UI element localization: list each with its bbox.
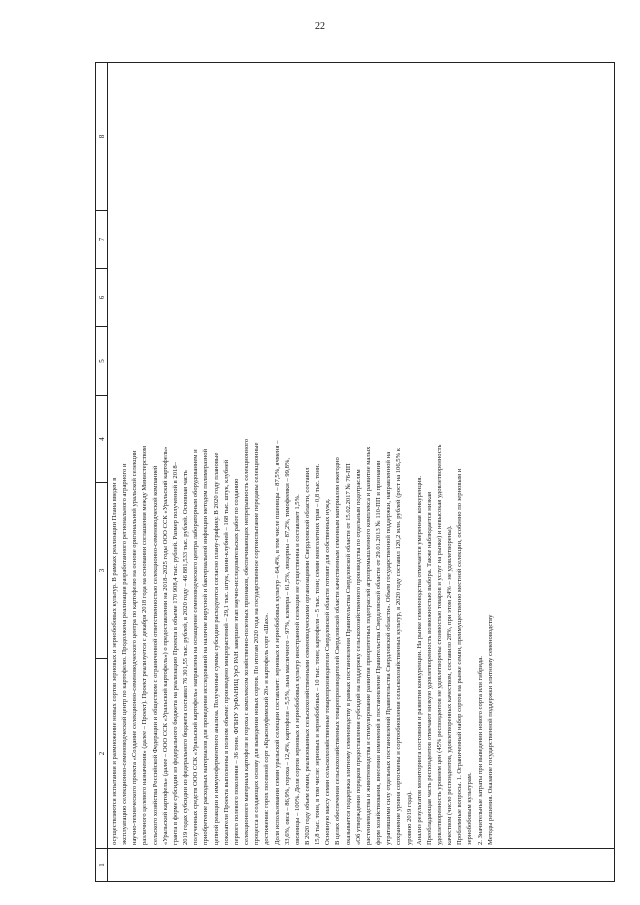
text-line: сельского хозяйства Российской Федерации и обществом с ограниченной ответственностью селекционно-семеноводческой компанией — [151, 465, 159, 845]
text-line: оказывается поддержка элитному семеноводству в рамках постановления Правительства Свердловской области от 15.02.2017 № 76-ПП — [344, 463, 352, 845]
text-line: удовлетворенность уровнем цен (45% респондентов не удовлетворены стоимостью товаров и услуг на рынке) и невысокая удовлетворенность — [436, 444, 443, 845]
table-header-cell: 5 — [96, 326, 107, 395]
text-line: 2019 годах субсидии из федерального бюджета составил 76 301,55 тыс. рублей, в 2020 году – 46 881,533 тыс. рублей. Основная часть — [182, 470, 190, 845]
text-line: эксплуатацию селекционно-семеноводческий центр по картофелю. Продолжена реализация разработанного регионального аграрного и — [121, 463, 129, 845]
text-line: Доля использования семян уральской селекции составляет: зерновых и зернобобовых культур – 64,4%, в том числе пшеницы – 87,5%, ячменя – — [273, 440, 281, 845]
text-line: «Об утверждении порядков предоставления субсидий на поддержку сельскохозяйственного производства по отдельным подотраслям — [354, 469, 362, 845]
text-line: форм хозяйствования, внесении изменений в постановление Правительства Свердловской области от 29.01.2013 № 110-ПП и признании — [375, 460, 383, 845]
text-line: сохранение уровня сортосмены и сортообновления сельскохозяйственных культур, в 2020 году составил 120,2 млн. рублей (рост на 106,5% к — [395, 448, 403, 845]
text-line: качеством (число респондентов, удовлетворенных качеством, составило 28%, при этом 24% – не удовлетворены). — [446, 525, 454, 845]
text-line: процесса и создающих основу для выведения новых сортов. По итогам 2020 года на государственное сортоиспытание переданы селекционные — [253, 442, 261, 845]
table-header-cell: 4 — [96, 395, 107, 482]
table-header-cell: 6 — [96, 268, 107, 326]
rotated-table — [95, 62, 615, 882]
text-line: Методы решения. Оказание государственной поддержки элитному семеноводству — [486, 614, 494, 845]
text-line: Основную массу семян сельскохозяйственные товаропроизводители Свердловской области готовят для собственных нужд. — [324, 498, 332, 845]
table-header-cell: 3 — [96, 482, 107, 658]
table-header-cell: 8 — [97, 134, 106, 139]
text-line: Преобладающая часть респондентов отмечают низкую удовлетворенность возможностью выбора. Также наблюдается низкая — [425, 491, 433, 845]
table — [95, 62, 615, 882]
text-line: уровню 2019 года). — [405, 791, 413, 845]
text-line: «Уральский картофель» (далее – ООО ССК «Уральский картофель») о предоставлении на 2018–2025 годы ООО ССК «Уральский картофель» — [161, 446, 169, 845]
page-number: 22 — [315, 21, 325, 32]
table-header-cell: 2 — [96, 658, 107, 848]
text-line: утратившими силу отдельных постановлений Правительства Свердловской области». Объем государственной поддержки, направленной на — [385, 451, 393, 845]
text-line: показатели Проекта выполнены в полном объеме: произведено микрорастений – 29,1 тыс. штук, мини-клубней – 168 тыс. штук, клубней — [222, 459, 230, 845]
text-line: селекционного материала картофеля и гороха с комплексом хозяйственно-полезных признаков, обеспечивающих непрерывность селекционного — [243, 438, 251, 845]
text-line: приобретение расходных материалов для проведения исследований на наличие вирусной и бактериальной инфекции методом полимеразной — [202, 448, 210, 845]
text-line: научно-технического проекта «Создание селекционно-семеноводческого центра по картофелю на основе оригинальной уральской селекции — [131, 450, 139, 845]
rotated-table-area — [95, 62, 615, 882]
text-line: растениеводства и животноводства и стимулирование развития приоритетных подотраслей агропромышленного комплекса и развитие малых — [364, 446, 372, 845]
table-header-row — [96, 63, 108, 881]
text-line: различного целевого назначения» (далее – Проект). Проект реализуется с декабря 2018 года на основании соглашения между Министерством — [141, 445, 149, 845]
text-line: осуществляются испытания и размножение новых сортов зерновых и зернобобовых культур. В рамках реализации Плана введен в — [111, 477, 118, 845]
text-line: 33,6%, овса – 86,9%, гороха – 12,4%, картофеля – 5,5%, льна масличного – 97%, клевера – 61,5%, люцерны – 87,2%, тимофеевки – 99,8%, — [283, 457, 291, 845]
text-line: 2. Значительные затраты при выведении нового сорта или гибрида. — [476, 656, 484, 845]
text-line: достижения: горох посевной сорт «Красноуфимский 20» и картофель сорт «Шах». — [263, 613, 271, 845]
text-line: первого полевого поколения – 36 тонн. ФГБНУ УрФАНИЦ УрО РАН завершен этап научно-исследовательских работ по созданию — [232, 478, 240, 845]
row-number-cell — [108, 848, 614, 881]
text-line: 15,8 тыс. тонн, в том числе: зерновых и зернобобовых – 10 тыс. тонн; картофеля – 5 тыс. тонн; семян многолетних трав – 0,8 тыс. тонн. — [314, 463, 322, 845]
text-line: В целях обеспечения сельскохозяйственных товаропроизводителей Свердловской области качественным семенным материалом ежегодно — [334, 457, 342, 845]
text-line: Проблемные вопросы. 1. Ограниченный набор сортов на рынке семян, преимущественно местной селекции, особенно по зерновым и — [456, 468, 464, 845]
text-line: зернобобовым культурам. — [466, 772, 474, 845]
text-line: полученных средств ООО ССК «Уральский картофель» направлена на оснащение семеноводческого центра лабораторным оборудованием и — [192, 449, 200, 845]
table-body-cell — [110, 67, 612, 845]
text-line: гранта в форме субсидии из федерального бюджета на реализацию Проекта в объеме 170 908,4 тыс. рублей. Размер полученной в 2018– — [171, 462, 179, 845]
text-line: Анализ результатов мониторинга состояния и развития конкуренции. На рынке семеноводства отмечается умеренная конкуренция. — [415, 475, 423, 845]
text-line: В 2020 году объем семян, реализованных сельскохозяйственными семеноводческими организациями Свердловской области, составил — [303, 467, 311, 845]
table-header-cell: 7 — [96, 210, 107, 268]
text-line: овсяницы – 100%. Доля сортов зерновых и зернобобовых культур иностранной селекции не существенна и составляет 1,5%. — [293, 494, 301, 845]
table-header-cell: 1 — [96, 848, 107, 881]
text-line: цепной реакции и иммуноферментного анализа. Полученные суммы субсидии расходуются согласно плану-графику. В 2020 году плановые — [212, 452, 220, 845]
